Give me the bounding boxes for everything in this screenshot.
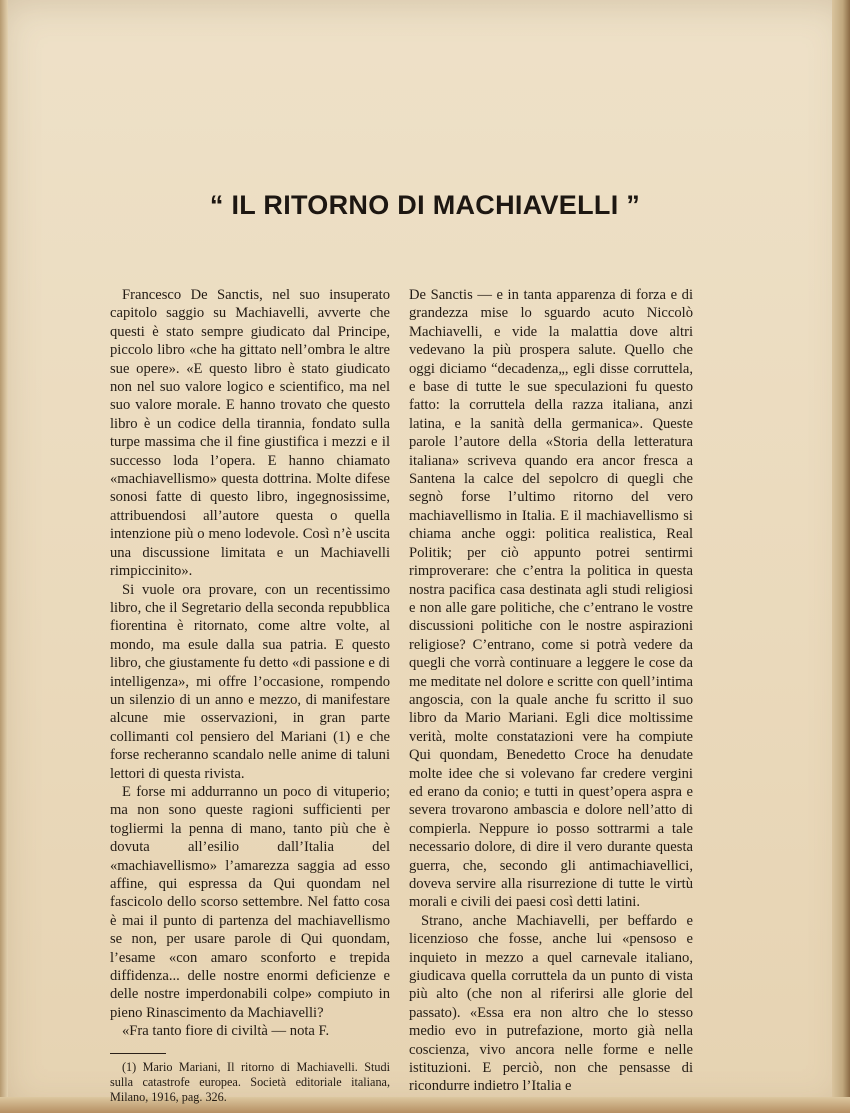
left-paragraph-4: «Fra tanto fiore di civiltà — nota F. — [122, 1023, 330, 1040]
footnote: (1) Mario Mariani, Il ritorno di Machiavelli. Studi sulla catastrofe europea. Società editoriale italiana, Milano, 1916, pag. 326. — [110, 1059, 390, 1104]
page-left-edge — [0, 0, 8, 1113]
footnote-divider — [110, 1053, 166, 1054]
left-paragraph-3: E forse mi addurranno un poco di vituperio; ma non sono queste ragioni sufficienti per togliermi la penna di mano, tanto più che è dovuta all’esilio dall’Italia del «machiavellismo» l’amarezza saggia ad esso affine, qui espressa da Qui quondam nel fascicolo dello scorso settembre. Nel fatto cosa è mai il punto di partenza del machiavellismo se non, per usare parole di Qui quondam, l’esame «con amaro sconforto e trepida diffidenza... delle nostre enormi deficienze e delle nostre imperdonabili colpe» compiuto in pieno Rinascimento da Machiavelli? — [110, 783, 390, 1021]
right-paragraph-2: Strano, anche Machiavelli, per beffardo e licenzioso che fosse, anche lui «pensoso e inquieto in mezzo a quel carnevale italiano, giudicava quella corruttela da un punto di vista più alto (che non al riferirsi alle glorie del passato). «Essa era non altro che lo stesso medio evo in putrefazione, morto già nella coscienza, vivo ancora nelle forme e nelle istituzioni. E perciò, non che pensasse di ricondurre indietro l’Italia e — [409, 912, 693, 1095]
left-column — [110, 286, 390, 1105]
right-paragraph-1: De Sanctis — e in tanta apparenza di forza e di grandezza mise lo sguardo acuto Niccolò Machiavelli, e vide la malattia dove altri vedevano la più prospera salute. Quello che oggi diciamo “decadenza„, egli disse corruttela, e base di tutte le sue speculazioni fu questo fatto: la corruttela della razza italiana, anzi latina, e la sanità della germanica». Queste parole l’autore della «Storia della letteratura italiana» scriveva quando era ancor fresca a Santena la calce del sepolcro di quegli che segnò forse l’ultimo ritorno del vero machiavellismo in Italia. E il machiavellismo si chiama anche oggi: politica realistica, Real Politik; per ciò appunto potrei sentirmi rimproverare: che c’entra la politica in questa nostra pacifica casa destinata agli studi religiosi e non alle gare politiche, che c’entrano le vostre discussioni politiche con le nostre aspirazioni religiose? C’entrano, come si potrà vedere da quegli che vorrà continuare a leggere le cose da me meditate nel dolore e scritte con quell’intima angoscia, con la quale anche fu scritto il suo libro da Mario Mariani. Egli dice moltissime verità, molte constatazioni vere ha compiute Qui quondam, Benedetto Croce ha denudate molte idee che si volevano far credere vergini ed erano da conio; e tutti in quest’opera aspra e severa trovarono ambascia e dolore nell’atto di compierla. Neppure io posso sottrarmi a tale necessario dolore, di dire il vero durante questa guerra, che, secondo gli antimachiavellici, doveva servire alla risurrezione di tutte le virtù morali e civili dei paesi così detti latini. — [409, 287, 693, 911]
left-paragraph-2: Si vuole ora provare, con un recentissimo libro, che il Segretario della seconda repubblica fiorentina è ritornato, come altre volte, al mondo, ma esule dalla sua patria. E questo libro, che giustamente fu detto «di passione e di intelligenza», mi offre l’occasione, rompendo un silenzio di un anno e mezzo, di manifestare alcune mie osservazioni, in gran parte collimanti col pensiero del Mariani (1) e che forse recheranno scandalo nelle anime di taluni lettori di questa rivista. — [110, 581, 390, 782]
page-right-edge — [832, 0, 850, 1113]
right-column — [409, 286, 693, 1096]
article-title: “ IL RITORNO DI MACHIAVELLI ” — [209, 190, 641, 220]
left-paragraph-1: Francesco De Sanctis, nel suo insuperato capitolo saggio su Machiavelli, avverte che questi è stato sempre giudicato dal Principe, piccolo libro «che ha gittato nell’ombra le altre sue opere». «E questo libro è stato giudicato non nel suo valore logico e scientifico, ma nel suo valore morale. E hanno trovato che questo libro è un codice della tirannia, fondato sulla turpe massima che il fine giustifica i mezzi e il successo loda l’opera. E hanno chiamato «machiavellismo» questa dottrina. Molte difese sonosi fatte di questo libro, ingegnosissime, attribuendosi all’autore questa o quella intenzione più o meno lodevole. Così n’è uscita una discussione limitata e un Machiavelli rimpiccinito». — [110, 287, 390, 580]
